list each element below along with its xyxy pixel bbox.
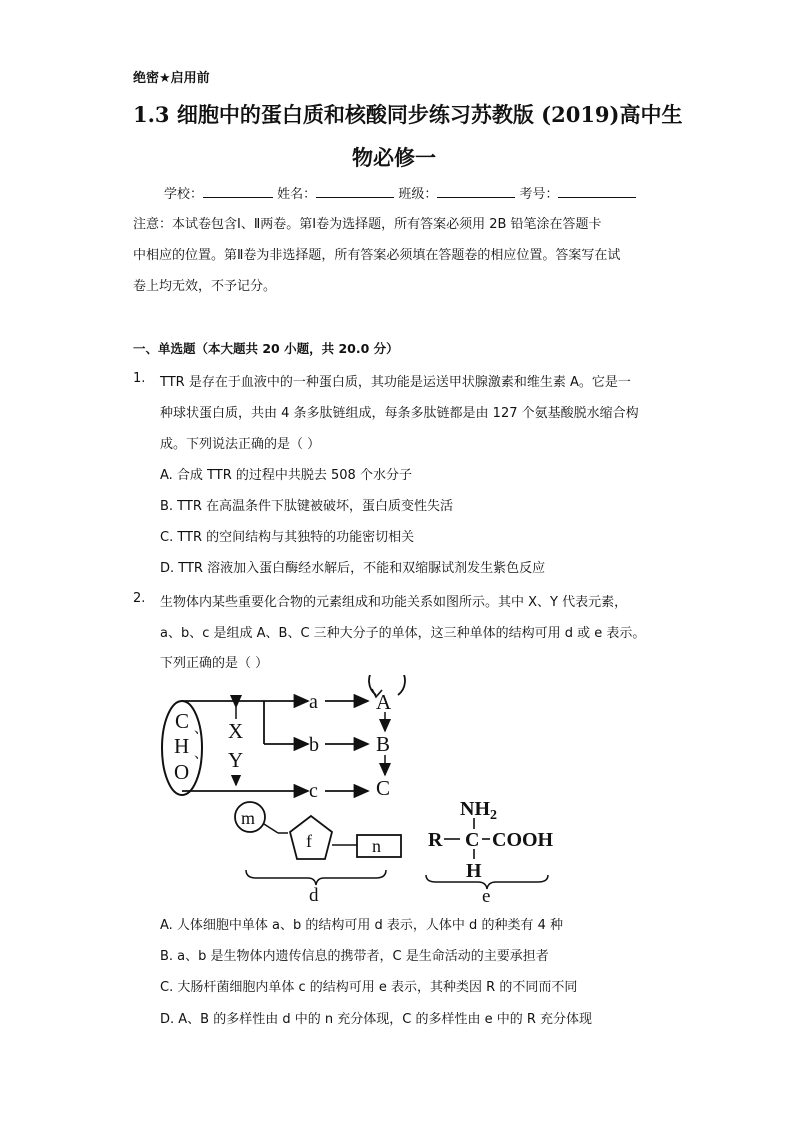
question-2-option-b[interactable]: B. a、b 是生物体内遗传信息的携带者，C 是生命活动的主要承担者 (160, 949, 549, 964)
alpha-carbon: C (465, 829, 480, 851)
question-2-stem-line-1: 生物体内某些重要化合物的元素组成和功能关系如图所示。其中 X、Y 代表元素， (160, 595, 628, 610)
monomer-b: b (309, 734, 319, 756)
school-label: 学校： (164, 187, 204, 202)
group-cooh: COOH (492, 829, 554, 851)
group-r: R (428, 829, 443, 851)
question-1-option-d[interactable]: D. TTR 溶液加入蛋白酶经水解后，不能和双缩脲试剂发生紫色反应 (160, 561, 546, 576)
exam-no-label: 考号： (519, 187, 559, 202)
monomer-a: a (309, 691, 318, 713)
macromolecule-a: A (376, 690, 392, 714)
question-2-stem-line-2: a、b、c 是组成 A、B、C 三种大分子的单体，这三种单体的结构可用 d 或 e 表示。 (160, 626, 646, 641)
notice-line-3: 卷上均无效，不予记分。 (133, 279, 277, 294)
group-nh2: $NH_2$ (460, 798, 497, 823)
class-blank[interactable] (437, 185, 515, 198)
question-1-option-b[interactable]: B. TTR 在高温条件下肽键被破坏，蛋白质变性失活 (160, 499, 454, 514)
monomer-c: c (309, 780, 318, 802)
symbol-y: Y (228, 748, 244, 772)
element-h: H (174, 734, 190, 758)
svg-text:、: 、 (194, 747, 208, 762)
label-e: e (482, 886, 491, 903)
element-c: C (175, 709, 190, 733)
notice-line-2: 中相应的位置。第Ⅱ卷为非选择题，所有答案必须填在答题卷的相应位置。答案写在试 (133, 248, 621, 263)
macromolecule-c: C (376, 776, 391, 800)
question-2-number: 2. (133, 591, 146, 606)
svg-text:、: 、 (194, 722, 208, 737)
question-1-stem-line-2: 种球状蛋白质，共由 4 条多肽链组成，每条多肽链都是由 127 个氨基酸脱水缩合构 (160, 406, 639, 421)
element-o: O (174, 760, 190, 784)
class-label: 班级： (398, 187, 438, 202)
question-1-stem-line-3: 成。下列说法正确的是（ ） (160, 437, 321, 452)
label-d: d (309, 885, 319, 903)
question-1-option-a[interactable]: A. 合成 TTR 的过程中共脱去 508 个水分子 (160, 468, 412, 483)
question-2-option-d[interactable]: D. A、B 的多样性由 d 中的 n 充分体现，C 的多样性由 e 中的 R 充分体现 (160, 1012, 593, 1027)
question-2-option-a[interactable]: A. 人体细胞中单体 a、b 的结构可用 d 表示，人体中 d 的种类有 4 种 (160, 918, 563, 933)
secret-label: 绝密★启用前 (133, 71, 210, 86)
notice-line-1: 注意：本试卷包含Ⅰ、Ⅱ两卷。第Ⅰ卷为选择题，所有答案必须用 2B 铅笔涂在答题卡 (133, 217, 602, 232)
question-1-option-c[interactable]: C. TTR 的空间结构与其独特的功能密切相关 (160, 530, 415, 545)
question-2-stem-line-3: 下列正确的是（ ） (160, 656, 269, 671)
name-label: 姓名： (277, 187, 317, 202)
question-2-option-c[interactable]: C. 大肠杆菌细胞内单体 c 的结构可用 e 表示，其种类因 R 的不同而不同 (160, 980, 578, 995)
compound-relation-diagram (160, 675, 580, 903)
symbol-x: X (228, 719, 244, 743)
student-info-row (164, 183, 636, 202)
brace-d (246, 870, 386, 885)
name-blank[interactable] (316, 185, 394, 198)
question-1-stem-line-1: TTR 是存在于血液中的一种蛋白质，其功能是运送甲状腺激素和维生素 A。它是一 (160, 375, 631, 390)
macromolecule-b: B (376, 732, 391, 756)
group-f: f (306, 831, 312, 851)
group-h: H (466, 860, 482, 882)
school-blank[interactable] (203, 185, 273, 198)
question-1-number: 1. (133, 371, 146, 386)
page-title-line-1: 1.3 细胞中的蛋白质和核酸同步练习苏教版 (2019)高中生 (133, 102, 683, 127)
section-title: 一、单选题（本大题共 20 小题，共 20.0 分） (133, 341, 399, 356)
group-n: n (372, 836, 381, 856)
exam-no-blank[interactable] (558, 185, 636, 198)
group-m: m (241, 808, 256, 828)
page-title-line-2: 物必修一 (352, 145, 436, 170)
